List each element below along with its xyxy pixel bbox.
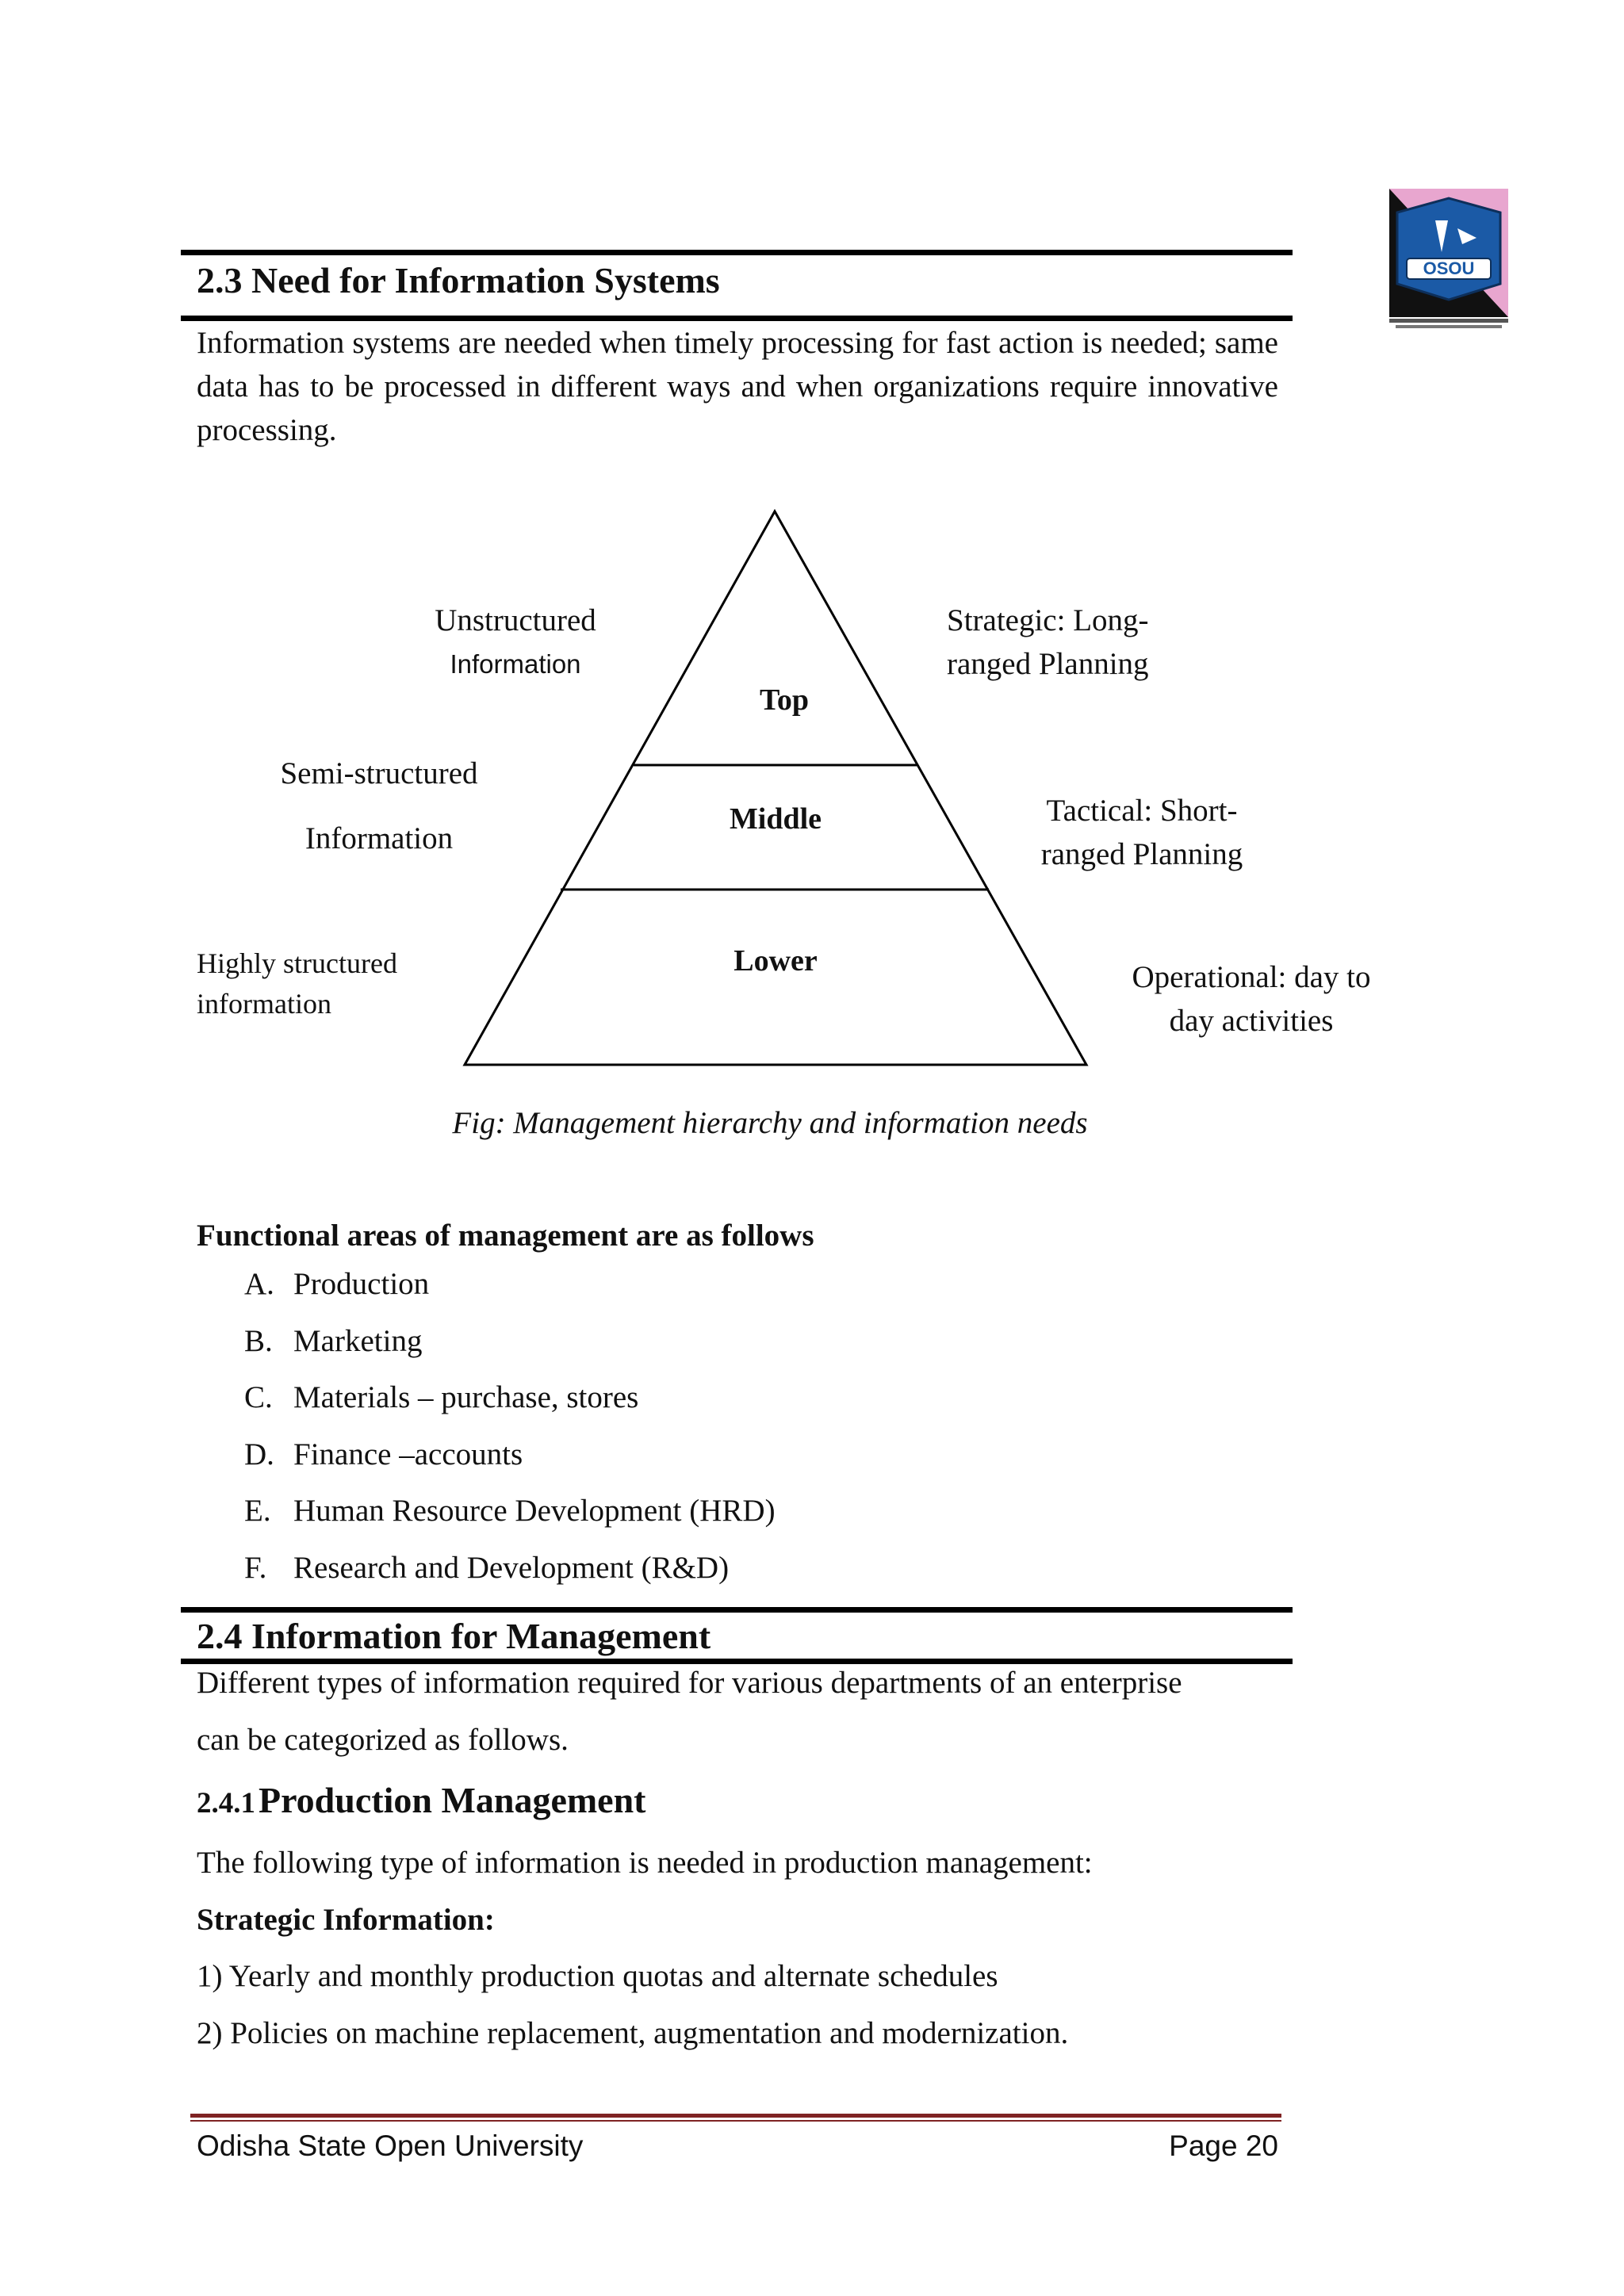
list-label: Human Resource Development (HRD) bbox=[293, 1494, 776, 1528]
functional-list bbox=[244, 1266, 776, 1606]
level-top: Top bbox=[760, 683, 809, 717]
label-highly-structured-information: information bbox=[197, 988, 331, 1020]
list-item bbox=[244, 1437, 776, 1494]
label-unstructured-information: Information bbox=[450, 649, 581, 679]
footer-rule-thin bbox=[190, 2120, 1281, 2122]
section-2-4-line2: can be categorized as follows. bbox=[197, 1723, 569, 1757]
strategic-point-1: 1) Yearly and monthly production quotas and alternate schedules bbox=[197, 1959, 998, 1993]
label-tactical-planning: ranged Planning bbox=[1040, 837, 1243, 871]
list-label: Materials – purchase, stores bbox=[293, 1380, 639, 1414]
label-strategic: Strategic: Long- bbox=[947, 603, 1149, 637]
label-operational: Operational: day to bbox=[1132, 960, 1371, 994]
level-middle: Middle bbox=[729, 802, 822, 836]
list-item bbox=[244, 1323, 776, 1380]
list-marker: E. bbox=[244, 1494, 271, 1528]
functional-heading: Functional areas of management are as follows bbox=[197, 1219, 814, 1253]
strategic-point-2: 2) Policies on machine replacement, augmentation and modernization. bbox=[197, 2016, 1069, 2050]
section-2-4-1-title: Production Management bbox=[259, 1780, 646, 1820]
list-item bbox=[244, 1266, 776, 1323]
list-marker: A. bbox=[244, 1267, 274, 1301]
footer-university: Odisha State Open University bbox=[197, 2130, 584, 2162]
level-lower: Lower bbox=[733, 944, 818, 978]
strategic-information-heading: Strategic Information: bbox=[197, 1903, 495, 1937]
section-top-rule bbox=[181, 1607, 1293, 1613]
logo-text: OSOU bbox=[1423, 258, 1475, 278]
list-marker: C. bbox=[244, 1380, 273, 1414]
section-2-4-1-heading bbox=[197, 1779, 646, 1821]
section-2-4-line1: Different types of information required for various departments of an enterprise bbox=[197, 1666, 1182, 1700]
label-unstructured: Unstructured bbox=[435, 603, 596, 637]
label-semi-structured: Semi-structured bbox=[280, 756, 478, 790]
label-tactical: Tactical: Short- bbox=[1046, 794, 1238, 828]
list-label: Marketing bbox=[293, 1323, 423, 1358]
list-marker: D. bbox=[244, 1437, 274, 1471]
section-2-4-title: 2.4 Information for Management bbox=[197, 1616, 711, 1656]
label-operational-activities: day activities bbox=[1169, 1004, 1334, 1038]
production-intro: The following type of information is needed in production management: bbox=[197, 1846, 1093, 1880]
list-item bbox=[244, 1550, 776, 1607]
list-label: Production bbox=[293, 1267, 430, 1301]
list-marker: F. bbox=[244, 1550, 267, 1585]
list-item bbox=[244, 1380, 776, 1437]
label-semi-structured-information: Information bbox=[304, 821, 454, 855]
label-strategic-planning: ranged Planning bbox=[947, 647, 1149, 681]
section-2-4-1-number: 2.4.1 bbox=[197, 1787, 255, 1820]
label-highly-structured: Highly structured bbox=[197, 947, 397, 979]
list-item bbox=[244, 1493, 776, 1550]
footer-page-number: Page 20 bbox=[1169, 2130, 1278, 2162]
list-label: Research and Development (R&D) bbox=[293, 1550, 730, 1585]
figure-caption: Fig: Management hierarchy and information needs bbox=[452, 1106, 1088, 1140]
list-label: Finance –accounts bbox=[293, 1437, 523, 1471]
section-2-3-paragraph: Information systems are needed when timely processing for fast action is needed; same data has to be processed in different ways and when organizations require innovative processing. bbox=[197, 326, 1278, 447]
footer-rule bbox=[190, 2114, 1281, 2118]
list-marker: B. bbox=[244, 1323, 273, 1358]
pyramid-outline bbox=[465, 511, 1086, 1065]
section-2-3-title: 2.3 Need for Information Systems bbox=[197, 260, 720, 300]
